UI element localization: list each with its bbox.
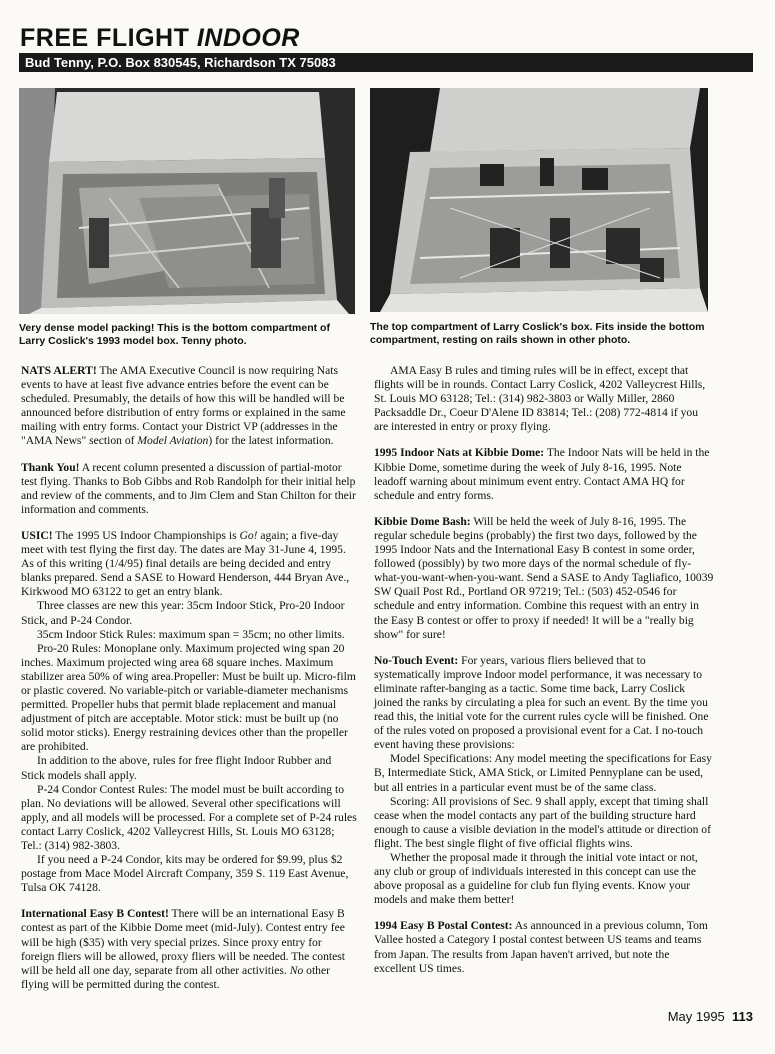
easy-b-rules-paragraph: AMA Easy B rules and timing rules will be in effect, except that flights will be in rounds. Contact Larry Coslick, 4202 Valleycrest Hills, St. Louis MO 63128; Tel.: (314) 982-3803 or Wally Miller, 2860 Packsaddle Dr., Coeur D'Alene ID 83814; Tel.: (208) 772-4814 if you are interested in entry or proxy flying. xyxy=(374,364,706,434)
indoor-nats-paragraph: 1995 Indoor Nats at Kibbie Dome: The Indoor Nats will be held in the Kibbie Dome, sometime during the week of July 8-16, 1995. Note leadoff warning about minimum event entry. Contact AMA HQ for schedule and entry forms. xyxy=(374,446,710,502)
right-photo xyxy=(370,88,708,312)
new-classes-paragraph: Three classes are new this year: 35cm Indoor Stick, Pro-20 Indoor Stick, and P-24 Condor. xyxy=(21,599,345,627)
no-touch-paragraph: No-Touch Event: For years, various fliers believed that to systematically improve Indoor model performance, it was necessary to eliminate rafter-banging as a tactic. Some time back, Larry Coslick joined the ranks by circulating a plea for such an event. By the time you read this, the initial vote for the current rules cycle will be finished. One of the rules voted on proposed a provisional event for a Cat. I no-touch event having these provisions: xyxy=(374,653,709,752)
left-photo xyxy=(19,88,355,314)
postal-contest-paragraph: 1994 Easy B Postal Contest: As announced in a previous column, Tom Vallee hosted a Category I postal contest between US teams and teams from Japan. The results from Japan haven't arrived, but note the excellent US times. xyxy=(374,919,708,975)
addition-rules-paragraph: In addition to the above, rules for free flight Indoor Rubber and Stick models shall apply. xyxy=(21,754,332,782)
issue-date: May 1995 xyxy=(667,1009,725,1024)
model-specs-paragraph: Model Specifications: Any model meeting the specifications for Easy B, Intermediate Stick, AMA Stick, or Limited Pennyplane can be used, but all entries in a particular event must be of the same class. xyxy=(374,752,712,794)
kibbie-bash-paragraph: Kibbie Dome Bash: Will be held the week of July 8-16, 1995. The regular schedule begins (probably) the first two days, followed by the 1995 Indoor Nats and the International Easy B contest in some order, followed (possibly) by two more days of the normal schedule of fly-what-you-want-when-you-want. Send a SASE to Andy Tagliafico, 10039 SW Quail Post Rd., Portland OR 97219; Tel.: (503) 452-0546 for schedule and entry information. Combine this request with an entry in the Easy B contest or offer to proxy if needed! It will be a "really big show" for sure! xyxy=(374,514,714,641)
proposal-paragraph: Whether the proposal made it through the initial vote intact or not, any club or group of individuals interested in this concept can use the above proposal as a guideline for club fun flying events. Know your models and make them better! xyxy=(374,851,698,907)
page-footer xyxy=(668,1009,753,1024)
easy-b-contest-paragraph: International Easy B Contest! There will be an international Easy B contest as part of the Kibbie Dome meet (mid-July). Contest entry fee will be high ($35) with very special prizes. Since proxy entry for foreign fliers will be allowed, proxy fliers will be needed. The contest will be held all one day, separate from all other activities. No other flying will be permitted during the contest. xyxy=(21,907,345,991)
thank-you-paragraph: Thank You! A recent column presented a discussion of partial-motor test flying. Thanks to Bob Gibbs and Rob Randolph for their initial help and review of the comments, and to Jim Clem and Stan Chilton for their information and comments. xyxy=(21,460,356,516)
nats-alert-paragraph: NATS ALERT! The AMA Executive Council is now requiring Nats events to have at least five advance entries before the event can be scheduled. Presumably, the details of how this will be handled will be announced before distribution of entry forms or explained in the same mailing with entry forms. Contact your District VP (addresses in the "AMA News" section of Model Aviation) for the latest information. xyxy=(21,364,346,448)
byline-bar: Bud Tenny, P.O. Box 830545, Richardson TX 75083 xyxy=(19,53,753,72)
title-main: FREE FLIGHT xyxy=(20,24,190,52)
condor-rules-paragraph: P-24 Condor Contest Rules: The model must be built according to plan. No deviations will be allowed. Several other specifications will apply, and all models will be processed. For a complete set of P-24 rules contact Larry Coslick, 4202 Valleycrest Hills, St. Louis MO 63128; Tel.: (314) 982-3803. xyxy=(21,782,357,852)
left-column xyxy=(21,364,357,992)
usic-paragraph: USIC! The 1995 US Indoor Championships is Go! again; a five-day meet with test flying the first day. The dates are May 31-June 4, 1995. As of this writing (1/4/95) final details are being decided and entry blanks prepared. Send a SASE to Howard Henderson, 444 Bryan Ave., Kirkwood MO 63122 to get an entry blank. xyxy=(21,528,350,599)
right-photo-caption: The top compartment of Larry Coslick's box. Fits inside the bottom compartment, resting on rails shown in other photo. xyxy=(370,321,705,346)
stick-rules-paragraph: 35cm Indoor Stick Rules: maximum span = 35cm; no other limits. xyxy=(37,627,345,641)
left-photo-caption: Very dense model packing! This is the bottom compartment of Larry Coslick's 1993 model box. Tenny photo. xyxy=(19,322,330,347)
condor-kits-paragraph: If you need a P-24 Condor, kits may be ordered for $9.99, plus $2 postage from Mace Model Aircraft Company, 359 S. 119 East Avenue, Tulsa OK 74128. xyxy=(21,853,349,895)
right-column xyxy=(374,364,714,976)
page-number: 113 xyxy=(732,1009,753,1024)
column-title xyxy=(20,24,300,53)
title-italic: INDOOR xyxy=(196,24,300,52)
scoring-paragraph: Scoring: All provisions of Sec. 9 shall apply, except that timing shall cease when the model contacts any part of the building structure hard enough to cause a visible deviation in the model's attitude or direction of flight. The best single flight of five official flights wins. xyxy=(374,794,711,850)
pro20-rules-paragraph: Pro-20 Rules: Monoplane only. Maximum projected wing span 20 inches. Maximum projected wing area 68 square inches. Maximum stabilizer area 50% of wing area.Propeller: Must be built up. Micro-film or plastic covered. No variable-pitch or variable-diameter mechanisms permitted. Propeller hubs that permit blade replacement and manual adjustment of pitch are acceptable. Motor stick: must be built up (no solid motor sticks). Energy restraining devices other than the propeller are prohibited. xyxy=(21,641,356,754)
